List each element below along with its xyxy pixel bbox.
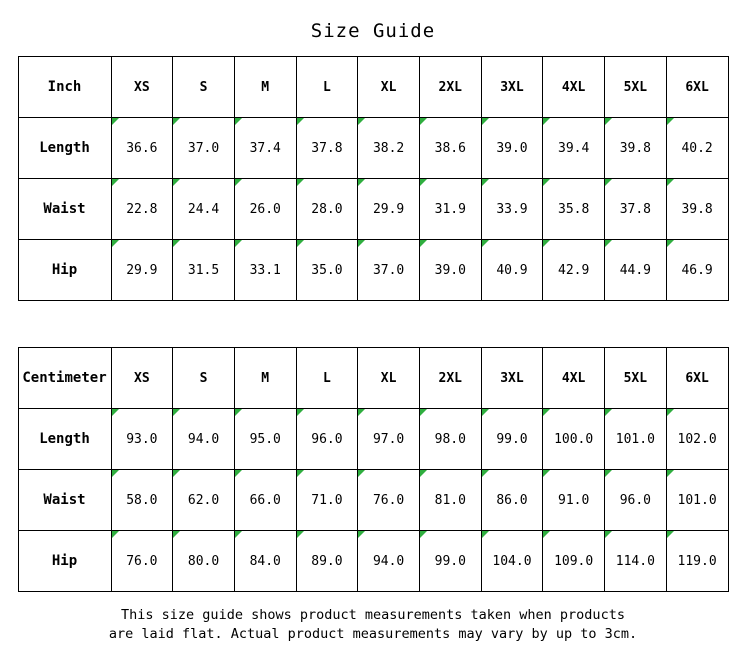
size-header-l: L [296,57,358,118]
size-header-3xl: 3XL [481,348,543,409]
cell-waist-l: 71.0 [296,470,358,531]
table-row [18,240,728,301]
cell-length-xl: 97.0 [358,409,420,470]
row-label-waist: Waist [18,470,111,531]
cell-hip-6xl: 119.0 [666,531,728,592]
table-spacer [0,301,746,347]
size-table-centimeter [18,347,729,592]
cell-length-s: 94.0 [173,409,235,470]
cell-length-5xl: 101.0 [605,409,667,470]
cell-length-m: 95.0 [234,409,296,470]
size-header-xs: XS [111,348,173,409]
cell-hip-4xl: 42.9 [543,240,605,301]
table-row [18,470,728,531]
cell-hip-xl: 94.0 [358,531,420,592]
row-label-hip: Hip [18,240,111,301]
cell-waist-2xl: 81.0 [419,470,481,531]
size-header-xl: XL [358,57,420,118]
cell-hip-6xl: 46.9 [666,240,728,301]
cell-waist-xs: 58.0 [111,470,173,531]
table-row [18,409,728,470]
footnote [0,592,746,644]
size-header-s: S [173,348,235,409]
cell-hip-s: 80.0 [173,531,235,592]
cell-hip-2xl: 39.0 [419,240,481,301]
cell-hip-3xl: 104.0 [481,531,543,592]
cell-length-xl: 38.2 [358,118,420,179]
size-header-3xl: 3XL [481,57,543,118]
cell-hip-3xl: 40.9 [481,240,543,301]
cell-waist-5xl: 37.8 [605,179,667,240]
cell-hip-s: 31.5 [173,240,235,301]
size-header-5xl: 5XL [605,57,667,118]
cell-length-4xl: 100.0 [543,409,605,470]
footnote-line-1: This size guide shows product measurements taken when products [121,607,625,623]
row-label-length: Length [18,118,111,179]
cell-hip-l: 89.0 [296,531,358,592]
cell-waist-xl: 29.9 [358,179,420,240]
cell-hip-5xl: 44.9 [605,240,667,301]
cell-waist-2xl: 31.9 [419,179,481,240]
size-header-4xl: 4XL [543,57,605,118]
cell-hip-xs: 29.9 [111,240,173,301]
table-header-row [18,57,728,118]
cell-waist-4xl: 35.8 [543,179,605,240]
table-header-row [18,348,728,409]
cell-hip-xl: 37.0 [358,240,420,301]
size-header-l: L [296,348,358,409]
size-header-2xl: 2XL [419,348,481,409]
unit-label-centimeter: Centimeter [18,348,111,409]
unit-label-inch: Inch [18,57,111,118]
cell-length-xs: 93.0 [111,409,173,470]
cell-waist-s: 24.4 [173,179,235,240]
cell-waist-xs: 22.8 [111,179,173,240]
cell-hip-m: 33.1 [234,240,296,301]
cell-length-3xl: 39.0 [481,118,543,179]
size-table-inch [18,56,729,301]
cell-waist-5xl: 96.0 [605,470,667,531]
cell-waist-m: 66.0 [234,470,296,531]
cell-waist-3xl: 33.9 [481,179,543,240]
cell-length-l: 96.0 [296,409,358,470]
table-row [18,179,728,240]
cell-length-2xl: 98.0 [419,409,481,470]
size-header-m: M [234,348,296,409]
size-header-5xl: 5XL [605,348,667,409]
row-label-waist: Waist [18,179,111,240]
cell-length-2xl: 38.6 [419,118,481,179]
row-label-hip: Hip [18,531,111,592]
cell-length-4xl: 39.4 [543,118,605,179]
cell-length-5xl: 39.8 [605,118,667,179]
row-label-length: Length [18,409,111,470]
cell-hip-l: 35.0 [296,240,358,301]
cell-waist-l: 28.0 [296,179,358,240]
cell-length-6xl: 40.2 [666,118,728,179]
cell-hip-2xl: 99.0 [419,531,481,592]
size-header-xl: XL [358,348,420,409]
cell-hip-m: 84.0 [234,531,296,592]
cell-waist-s: 62.0 [173,470,235,531]
size-header-m: M [234,57,296,118]
cell-waist-6xl: 101.0 [666,470,728,531]
cell-length-m: 37.4 [234,118,296,179]
cell-waist-6xl: 39.8 [666,179,728,240]
cell-hip-4xl: 109.0 [543,531,605,592]
cell-length-s: 37.0 [173,118,235,179]
cell-waist-xl: 76.0 [358,470,420,531]
cell-length-xs: 36.6 [111,118,173,179]
cell-waist-4xl: 91.0 [543,470,605,531]
cell-hip-5xl: 114.0 [605,531,667,592]
size-header-6xl: 6XL [666,348,728,409]
size-header-s: S [173,57,235,118]
table-row [18,531,728,592]
page-title: Size Guide [310,20,436,42]
cell-length-l: 37.8 [296,118,358,179]
cell-waist-3xl: 86.0 [481,470,543,531]
cell-waist-m: 26.0 [234,179,296,240]
size-header-2xl: 2XL [419,57,481,118]
cell-length-6xl: 102.0 [666,409,728,470]
cell-hip-xs: 76.0 [111,531,173,592]
size-header-4xl: 4XL [543,348,605,409]
size-header-6xl: 6XL [666,57,728,118]
footnote-line-2: are laid flat. Actual product measurements may vary by up to 3cm. [108,626,638,642]
table-row [18,118,728,179]
cell-length-3xl: 99.0 [481,409,543,470]
size-header-xs: XS [111,57,173,118]
